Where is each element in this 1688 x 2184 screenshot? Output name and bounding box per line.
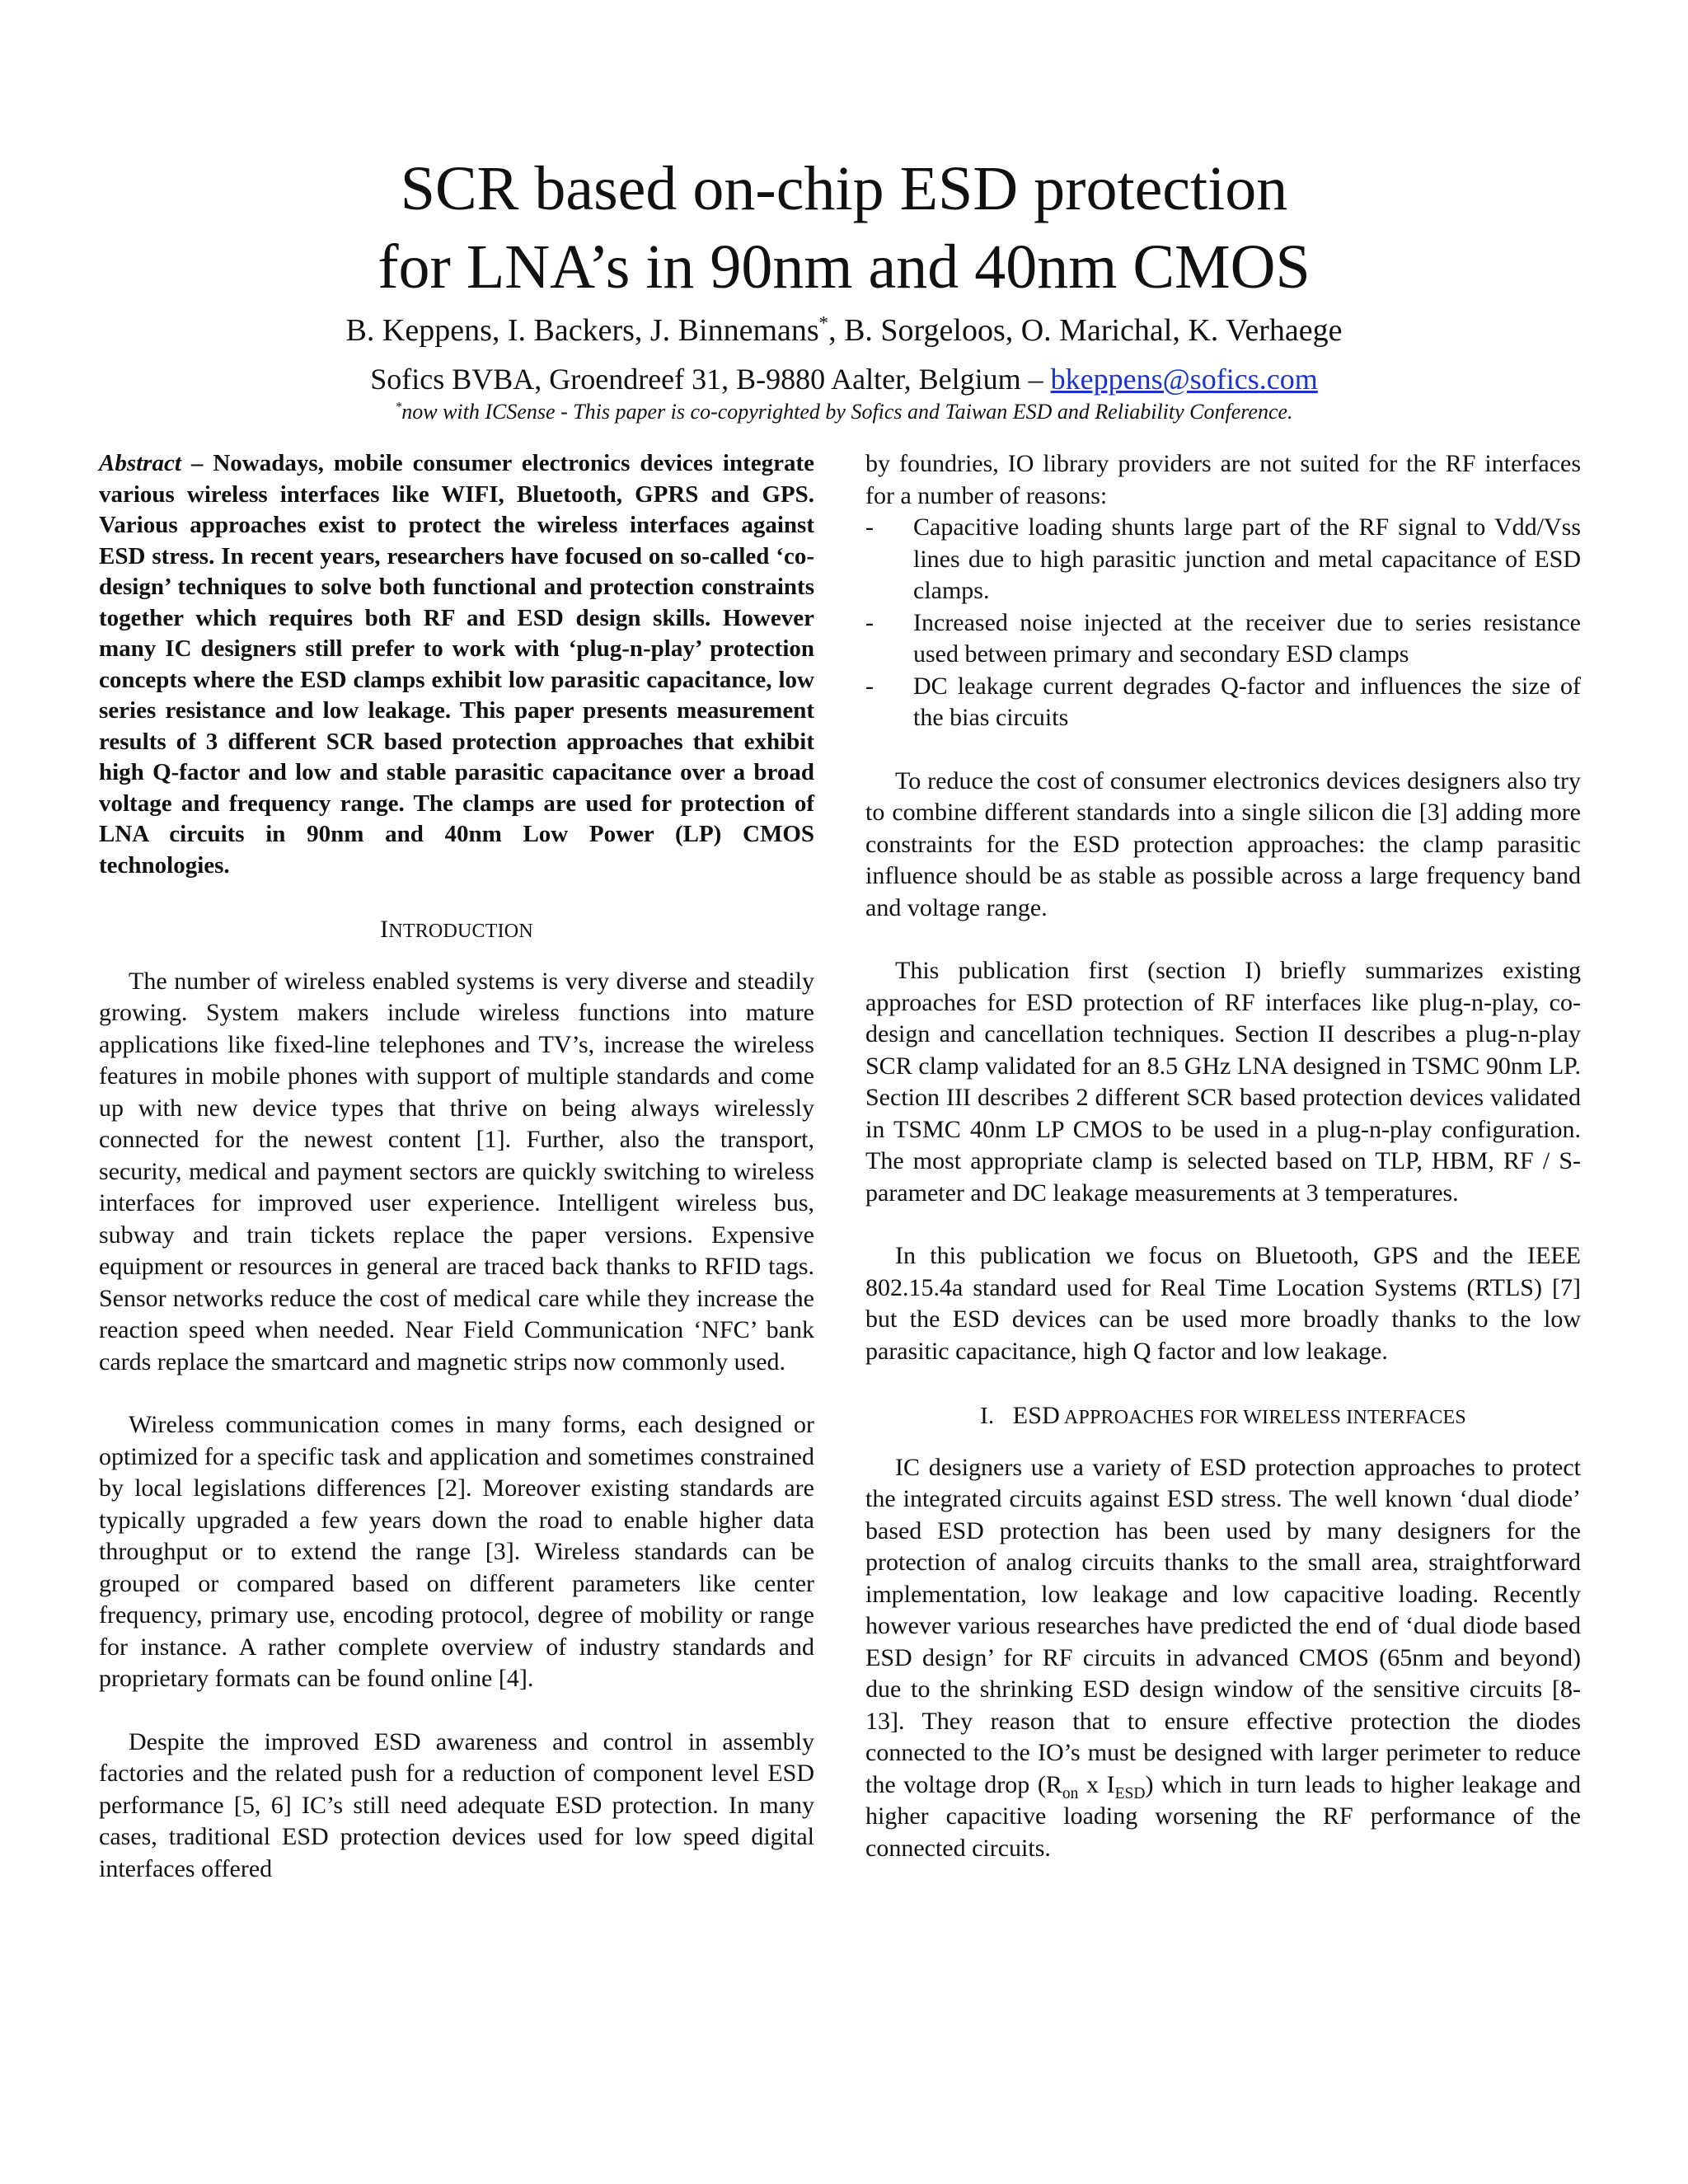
right-column xyxy=(865,448,1581,1864)
note-footnote-mark: * xyxy=(395,400,402,415)
bullet-dash: - xyxy=(865,672,874,700)
list-item-text: Increased noise injected at the receiver due to series resistance used between primary and secondary ESD clamps xyxy=(913,608,1581,668)
bullet-list xyxy=(865,512,1581,734)
abstract-dash: – xyxy=(181,450,213,476)
heading-rest: NTRODUCTION xyxy=(388,921,533,942)
section-heading-rest: APPROACHES FOR WIRELESS INTERFACES xyxy=(1060,1407,1466,1428)
authors-part-2: , B. Sorgeloos, O. Marichal, K. Verhaege xyxy=(828,313,1343,348)
bullet-dash: - xyxy=(865,513,874,541)
abstract-label: Abstract xyxy=(99,450,181,476)
bullet-dash: - xyxy=(865,608,874,636)
title-line-1: SCR based on-chip ESD protection xyxy=(400,154,1288,223)
authors-part-1: B. Keppens, I. Backers, J. Binnemans xyxy=(345,313,819,348)
left-column xyxy=(99,448,814,1885)
section-heading-1 xyxy=(865,1400,1581,1434)
list-item xyxy=(865,512,1581,607)
intro-paragraph-3: Despite the improved ESD awareness and control in assembly factories and the related push for a reduction of component level ESD performance [5, 6] IC’s still need adequate ESD protection. In many cases, traditional ESD protection devices used for low speed digital interfaces offered xyxy=(99,1727,814,1882)
list-item xyxy=(865,671,1581,734)
author-list xyxy=(0,312,1688,349)
paragraph-dual-diode xyxy=(865,1452,1581,1865)
author-email-link[interactable]: bkeppens@sofics.com xyxy=(1050,363,1318,396)
paper-title xyxy=(0,150,1688,307)
copyright-note xyxy=(0,399,1688,425)
subscript-on: on xyxy=(1062,1784,1079,1802)
section-heading-first-word: ESD xyxy=(1012,1402,1061,1429)
paragraph-focus: In this publication we focus on Bluetooth, GPS and the IEEE 802.15.4a standard used for Real Time Location Systems (RTLS) [7] but the ESD devices can be used more broadly thanks to the low parasitic capacitance, high Q factor and low leakage. xyxy=(865,1242,1581,1365)
abstract xyxy=(99,448,814,881)
title-line-2: for LNA’s in 90nm and 40nm CMOS xyxy=(377,232,1311,302)
list-item xyxy=(865,607,1581,671)
author-footnote-mark: * xyxy=(818,312,829,334)
list-item-text: Capacitive loading shunts large part of the RF signal to Vdd/Vss lines due to high parasitic junction and metal capacitance of ESD clamps. xyxy=(913,513,1581,604)
paragraph-outline: This publication first (section I) briefly summarizes existing approaches for ESD protection of RF interfaces like plug-n-play, co-design and cancellation techniques. Section II describes a plug-n-play SCR clamp validated for an 8.5 GHz LNA designed in TSMC 90nm LP. Section III describes 2 different SCR based protection devices validated in TSMC 40nm LP CMOS to be used in a plug-n-play configuration. The most appropriate clamp is selected based on TLP, HBM, RF / S-parameter and DC leakage measurements at 3 temperatures. xyxy=(865,957,1581,1207)
list-item-text: DC leakage current degrades Q-factor and influences the size of the bias circuits xyxy=(913,672,1581,731)
intro-paragraph-1: The number of wireless enabled systems is very diverse and steadily growing. System makers include wireless functions into mature applications like fixed-line telephones and TV’s, increase the wireless features in mobile phones with support of multiple standards and come up with new device types that thrive on being always wirelessly connected for the newest content [1]. Further, also the transport, security, medical and payment sectors are quickly switching to wireless interfaces for improved user experience. Intelligent wireless bus, subway and train tickets replace the paper versions. Expensive equipment or resources in general are traced back thanks to RFID tags. Sensor networks reduce the cost of medical care while they increase the reaction speed when needed. Near Field Communication ‘NFC’ bank cards replace the smartcard and magnetic strips now commonly used. xyxy=(99,967,814,1376)
affiliation xyxy=(0,361,1688,397)
continued-paragraph: by foundries, IO library providers are not suited for the RF interfaces for a number of reasons: xyxy=(865,450,1581,509)
section-heading-introduction xyxy=(99,914,814,948)
paragraph-text-2: x I xyxy=(1078,1770,1115,1798)
section-number: I. xyxy=(980,1403,995,1429)
subscript-esd: ESD xyxy=(1114,1784,1146,1802)
note-text: now with ICSense - This paper is co-copyrighted by Sofics and Taiwan ESD and Reliability Conference. xyxy=(401,400,1293,424)
heading-initial: I xyxy=(380,916,389,943)
affiliation-address: Sofics BVBA, Groendreef 31, B-9880 Aalter, Belgium – xyxy=(370,363,1051,396)
paragraph-text-3: ) which in turn leads to higher leakage and higher capacitive loading worsening the RF performance of the connected circuits. xyxy=(865,1770,1581,1862)
abstract-body: Nowadays, mobile consumer electronics devices integrate various wireless interfaces like WIFI, Bluetooth, GPRS and GPS. Various approaches exist to protect the wireless interfaces against ESD stress. In recent years, researchers have focused on so-called ‘co-design’ techniques to solve both functional and protection constraints together which requires both RF and ESD design skills. However many IC designers still prefer to work with ‘plug-n-play’ protection concepts where the ESD clamps exhibit low parasitic capacitance, low series resistance and low leakage. This paper presents measurement results of 3 different SCR based protection approaches that exhibit high Q-factor and low and stable parasitic capacitance over a broad voltage and frequency range. The clamps are used for protection of LNA circuits in 90nm and 40nm Low Power (LP) CMOS technologies. xyxy=(99,450,814,879)
paragraph-cost: To reduce the cost of consumer electronics devices designers also try to combine different standards into a single silicon die [3] adding more constraints for the ESD protection approaches: the clamp parasitic influence should be as stable as possible across a large frequency band and voltage range. xyxy=(865,766,1581,921)
intro-paragraph-2: Wireless communication comes in many forms, each designed or optimized for a specific task and application and sometimes constrained by local legislations differences [2]. Moreover existing standards are typically upgraded a few years down the road to enable higher data throughput or to extend the range [3]. Wireless standards can be grouped or compared based on different parameters like center frequency, primary use, encoding protocol, degree of mobility or range for instance. A rather complete overview of industry standards and proprietary formats can be found online [4]. xyxy=(99,1411,814,1692)
paragraph-text-1: IC designers use a variety of ESD protection approaches to protect the integrated circuits against ESD stress. The well known ‘dual diode’ based ESD protection has been used by many designers for the protection of analog circuits thanks to the small area, straightforward implementation, low leakage and low capacitive loading. Recently however various researches have predicted the end of ‘dual diode based ESD design’ for RF circuits in advanced CMOS (65nm and beyond) due to the shrinking ESD design window of the sensitive circuits [8-13]. They reason that to ensure effective protection the diodes connected to the IO’s must be designed with larger perimeter to reduce the voltage drop (R xyxy=(865,1453,1581,1798)
